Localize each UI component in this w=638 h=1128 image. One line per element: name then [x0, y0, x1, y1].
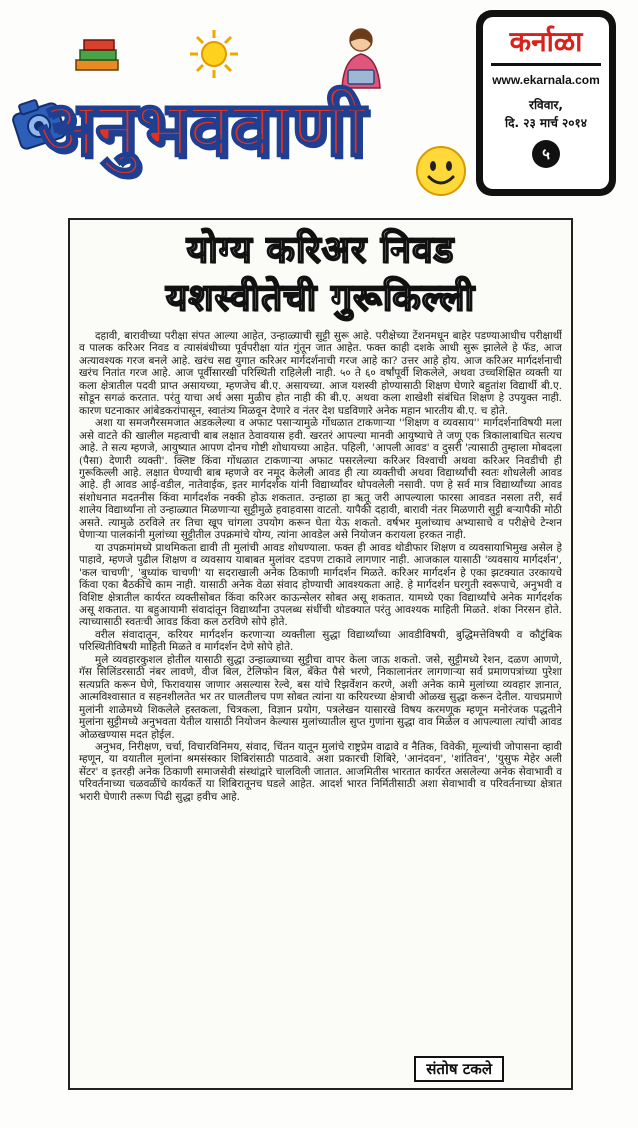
- paper-name: कर्नाळा: [509, 25, 583, 58]
- issue-date: दि. २३ मार्च २०१४: [505, 116, 587, 130]
- issue-day: रविवार,: [529, 98, 563, 112]
- masthead-divider: [491, 63, 601, 66]
- article-body: [79, 326, 562, 1054]
- website-link[interactable]: www.ekarnala.com: [492, 73, 600, 87]
- article-paragraph: अनुभव, निरीक्षण, चर्चा, विचारविनिमय, संवाद, चिंतन यातून मुलांचे राष्ट्रप्रेम वाढावे व नैतिक, विवेकी, मूल्यांची जोपासना व्हावी म्हणून, या वयातील मुलांना श्रमसंस्कार शिबिरांसाठी पाठवावे. अशा प्रकारची शिबिरे, 'आनंदवन', 'शांतिवन', 'युसुफ मेहेर अली सेंटर' व इतरही अनेक ठिकाणी समाजसेवी संस्थांद्वारे चालविली जातात. आजमितीस भारतात कार्यरत असलेल्या अनेक सेवाभावी व परिवर्तनाच्या चळवळींचे कार्यकर्ते या शिबिरातूनच घडले आहेत. आदर्श भारत निर्मितीसाठी अशा सेवाभावी व परिवर्तनाच्या क्षेत्रात भरारी घेणारी तरूण पिढी सुद्धा हवीच आहे.: [79, 740, 562, 803]
- article-paragraph: अशा या समजगैरसमजात अडकलेल्या व अफाट पसाऱ्यामुळे गोंधळात टाकणाऱ्या ''शिक्षण व व्यवसाय'' मार्गदर्शनाविषयी मला असे वाटते की खालील महत्वाची बाब लक्षात ठेवावयास हवी. खरतरं आपल्या मानवी आयुष्याचे ते जणू एक त्रिकालाबाधित सत्यच आहे. ते सत्य म्हणजे, आयुष्यात आपण दोनच गोष्टी शोधायच्या आहेत. पहिली, 'आपली आवड' व दुसरी 'त्यासाठी तुम्हाला मोबदला (पैसा) देणारी व्यक्ती'. क्लिष्ट किंवा गोंधळात टाकणाऱ्या अफाट पसरलेल्या करिअर विश्वाची अथवा करिअर निवडीची ही गुरूकिल्ली आहे. लक्षात घेण्याची बाब म्हणजे वर नमूद केलेली आवड ही त्या व्यक्तीची अथवा विद्यार्थ्यांची स्वतः शोधलेली आवड आहे. ही आवड आई-वडील, नातेवाईक, इतर मार्गदर्शक यांनी विद्यार्थ्यांवर थोपवलेली नसावी. पण हे सर्व मात्र विद्यार्थ्यांच्या आवड संशोधनात मदतनीस किंवा मार्गदर्शक नक्की होऊ शकतात. उन्हाळा हा ऋतू जरी आपल्याला फारसा आवडत नसला तरी, सर्व शालेय विद्यार्थ्यांना तो उन्हाळ्यात मिळणाऱ्या सुट्टीमुळे हवाहवासा वाटतो. यापैकी दहावी, बारावी नंतर मिळणारी सुट्टी बऱ्यापैकी मोठी असते. त्यामुळे ठरविले तर तिचा खूप चांगला उपयोग करून घेता येऊ शकतो. वर्षभर मुलांच्याच अभ्यासाचे व परीक्षेचे टेन्शन घेणाऱ्या पालकांनी मुलांच्या सुट्टीतील उपक्रमांचे योग्य, त्यांना आवडेल असे नियोजन करायला हरकत नाही.: [79, 417, 562, 542]
- books-icon: [72, 36, 122, 76]
- masthead-box: [476, 10, 616, 196]
- article-paragraph: वरील संवादातून, करियर मार्गदर्शन करणाऱ्या व्यक्तीला सुद्धा विद्यार्थ्यांच्या आवडीविषयी, बुद्धिमत्तेविषयी व कौटुंबिक परिस्थितीविषयी माहिती मिळते व मार्गदर्शन देणे सोपे होते.: [79, 628, 562, 654]
- author-byline: संतोष टकले: [414, 1056, 504, 1082]
- logo-area: [8, 22, 470, 204]
- article-paragraph: मुले व्यवहारकुशल होतील यासाठी सुद्धा उन्हाळ्याच्या सुट्टीचा वापर केला जाऊ शकतो. जसे, सुट्टीमध्ये रेशन, दळण आणणे, गॅस सिलिंडरसाठी नंबर लावणे, वीज बिल, टेलिफोन बिल, बँकेत पैसे भरणे, निकालानंतर लागणाऱ्या सर्व प्रमाणपत्रांच्या पुरेशा सत्यप्रति करून घेणे, फिरावयास जाणार असल्यास रेल्वे, बस यांचे रिझर्वेशन करणे, अशी अनेक कामे मुलांच्या व्यवहार ज्ञानात, आत्मविश्वासात व सहनशीलतेत भर तर घालतीलच पण सोबत त्यांना या करियरच्या क्षेत्राची ओळख सुद्धा करून देतील. याचप्रमाणे मुलांनी शाळेमध्ये शिकलेले हस्तकला, चित्रकला, विज्ञान प्रयोग, पत्रलेखन यासारखे विषय करमणूक म्हणून मनोरंजक पद्धतीने मुलांना सुट्टीमध्ये अनुभवता येतील यासाठी नियोजन केल्यास मुलांच्यातील सुप्त गुणांना सुद्धा वाव मिळेल व आपल्याला त्यांची आवड ओळखण्यास मदत होईल.: [79, 653, 562, 741]
- smiley-icon: [414, 144, 468, 198]
- article-paragraph: या उपक्रमांमध्ये प्राथमिकता द्यावी ती मुलांची आवड शोधण्याला. फक्त ही आवड थोडीफार शिक्षण व व्यवसायाभिमुख असेल हे पाहावे, म्हणजे पुढील शिक्षण व व्यवसाय याबाबत मुलांवर दडपण टाकावे लागणार नाही. आजकाल यासाठी 'व्यवसाय मार्गदर्शन', 'कल चाचणी', 'बुध्यांक चाचणी' या सदराखाली अनेक ठिकाणी मार्गदर्शन मिळते. करिअर मार्गदर्शन हे एका झटक्यात उरकायचे किंवा एका बैठकीचे काम नाही. यासाठी अनेक वेळा संवाद होण्याची आवश्यकता आहे. हे मार्गदर्शन घरगुती स्वरूपाचे, अनुभवी व विशिष्ट क्षेत्रातील कार्यरत व्यक्तीसोबत किंवा करिअर काऊन्सेलर सोबत असू शकतात. यामध्ये एका विद्यार्थ्यांचे अनेक मार्गदर्शक असू शकतात. या बहुआयामी संवादांतून विद्यार्थ्यांना उपलब्ध संधींची थोडक्यात परंतु आवश्यक माहिती मिळते. शंका निरसन होते. त्याच्यासाठी स्वतःची आवड किंवा कल ठरविणे सोपे होते.: [79, 541, 562, 629]
- author-row: [79, 1054, 562, 1082]
- masthead-inner: [483, 17, 609, 189]
- article-title: [79, 226, 562, 326]
- title-line-2: यशस्वीतेची गुरूकिल्ली: [165, 276, 476, 319]
- sun-icon: [188, 28, 240, 80]
- article-paragraph: दहावी, बारावीच्या परीक्षा संपत आल्या आहेत, उन्हाळ्याची सुट्टी सुरू आहे. परीक्षेच्या टेंशनमधून बाहेर पडण्याआधीच परीक्षार्थी व पालक करिअर निवड व त्यासंबंधीच्या पूर्वपरीक्षा यांत गुंतून जात आहेत. फक्त काही दशके आधी सुरू झालेले हे फॅड, आज अत्यावश्यक गरज बनले आहे. खरंच सद्य युगात करिअर मार्गदर्शनाची गरज आहे का? उत्तर आहे होय. आज करिअर मार्गदर्शनाची खरंच नितांत गरज आहे. आज पूर्वीसारखी परिस्थिती राहिलेली नाही. ५० ते ६० वर्षांपूर्वी शिकलेले, अथवा उच्चशिक्षित व्यक्ती या कला क्षेत्रातील पदवी प्राप्त असायच्या, म्हणजेच बी.ए. असायच्या. आज यशस्वी होण्यासाठी शिक्षण घेणारे बहुतांश विद्यार्थी बी.ए. सोडून सगळं करतात. परंतु याचा अर्थ असा मुळीच होत नाही की बी.ए. अथवा कला शाखेशी संबंधित शिक्षण हे उपयुक्त नाही. कारण घटनाकार आंबेडकरांपासून, स्वातंत्र्य मिळवून देणारे व नंतर देश घडविणारे अनेक महान भारतीय बी.ए. च होते.: [79, 330, 562, 417]
- article-box: [68, 218, 573, 1090]
- title-line-1: योग्य करिअर निवड: [186, 228, 455, 271]
- page-number-badge: ५: [532, 140, 560, 168]
- logo-title: अनुभववाणी: [38, 84, 365, 173]
